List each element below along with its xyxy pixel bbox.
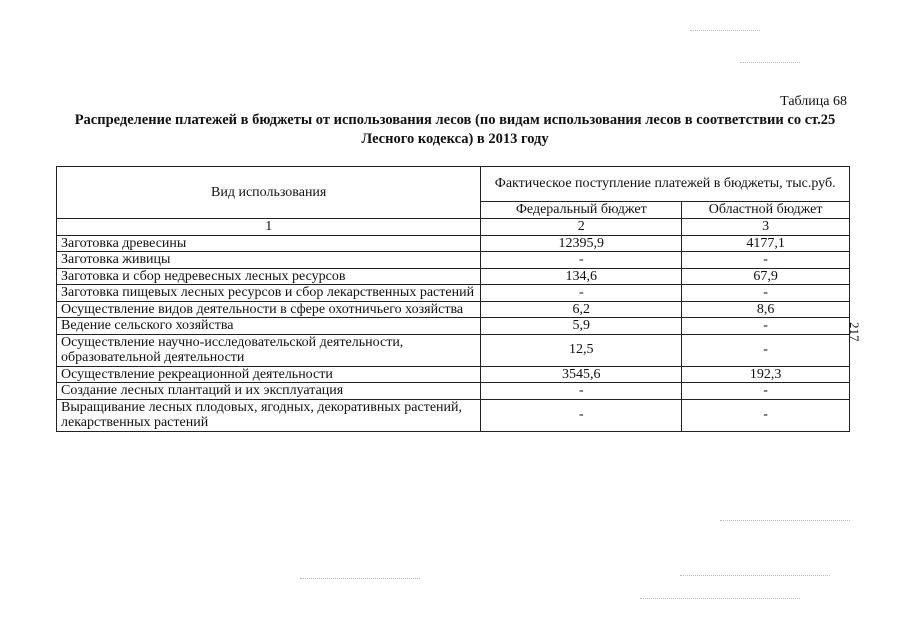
header-actual-payments: Фактическое поступление платежей в бюджеты, тыс.руб.: [481, 167, 850, 202]
row-federal-value: 134,6: [481, 268, 682, 285]
table-row: [57, 366, 850, 383]
header-federal-budget: Федеральный бюджет: [481, 202, 682, 219]
table-row: [57, 285, 850, 302]
row-regional-value: -: [682, 383, 850, 400]
row-regional-value: 4177,1: [682, 235, 850, 252]
scan-artifact: [720, 520, 850, 522]
row-federal-value: 6,2: [481, 301, 682, 318]
table-number-label: Таблица 68: [780, 94, 847, 109]
row-usage-name: Заготовка пищевых лесных ресурсов и сбор лекарственных растений: [57, 285, 481, 302]
header-usage-type: Вид использования: [57, 167, 481, 219]
scan-artifact: [680, 575, 830, 577]
row-federal-value: 5,9: [481, 318, 682, 335]
column-number: 3: [682, 219, 850, 236]
scan-artifact: [640, 598, 800, 600]
row-regional-value: 67,9: [682, 268, 850, 285]
row-federal-value: 3545,6: [481, 366, 682, 383]
scan-artifact: [690, 30, 760, 32]
table-row: [57, 383, 850, 400]
table-row: [57, 399, 850, 431]
header-regional-budget: Областной бюджет: [682, 202, 850, 219]
table-row: [57, 334, 850, 366]
row-regional-value: -: [682, 334, 850, 366]
table-row: [57, 252, 850, 269]
row-federal-value: -: [481, 252, 682, 269]
scan-artifact: [300, 578, 420, 580]
table-row: [57, 301, 850, 318]
row-usage-name: Создание лесных плантаций и их эксплуатация: [57, 383, 481, 400]
row-usage-name: Ведение сельского хозяйства: [57, 318, 481, 335]
row-usage-name: Заготовка древесины: [57, 235, 481, 252]
payments-table: [56, 166, 850, 432]
row-regional-value: -: [682, 318, 850, 335]
row-federal-value: 12,5: [481, 334, 682, 366]
row-regional-value: 192,3: [682, 366, 850, 383]
row-federal-value: -: [481, 383, 682, 400]
row-regional-value: 8,6: [682, 301, 850, 318]
table-title: Распределение платежей в бюджеты от использования лесов (по видам использования лесов в соответствии со ст.25 Лесного кодекса) в 2013 году: [74, 112, 836, 147]
row-usage-name: Осуществление рекреационной деятельности: [57, 366, 481, 383]
row-usage-name: Заготовка живицы: [57, 252, 481, 269]
column-number: 2: [481, 219, 682, 236]
row-regional-value: -: [682, 399, 850, 431]
row-federal-value: -: [481, 399, 682, 431]
page-number: 217: [847, 322, 862, 342]
table-row: [57, 268, 850, 285]
row-usage-name: Заготовка и сбор недревесных лесных ресурсов: [57, 268, 481, 285]
row-federal-value: -: [481, 285, 682, 302]
table-row: [57, 235, 850, 252]
row-usage-name: Осуществление видов деятельности в сфере охотничьего хозяйства: [57, 301, 481, 318]
row-regional-value: -: [682, 285, 850, 302]
scan-artifact: [740, 62, 800, 64]
row-federal-value: 12395,9: [481, 235, 682, 252]
column-number: 1: [57, 219, 481, 236]
row-usage-name: Осуществление научно-исследовательской деятельности, образовательной деятельности: [57, 334, 481, 366]
row-usage-name: Выращивание лесных плодовых, ягодных, декоративных растений, лекарственных растений: [57, 399, 481, 431]
table-row: [57, 318, 850, 335]
row-regional-value: -: [682, 252, 850, 269]
